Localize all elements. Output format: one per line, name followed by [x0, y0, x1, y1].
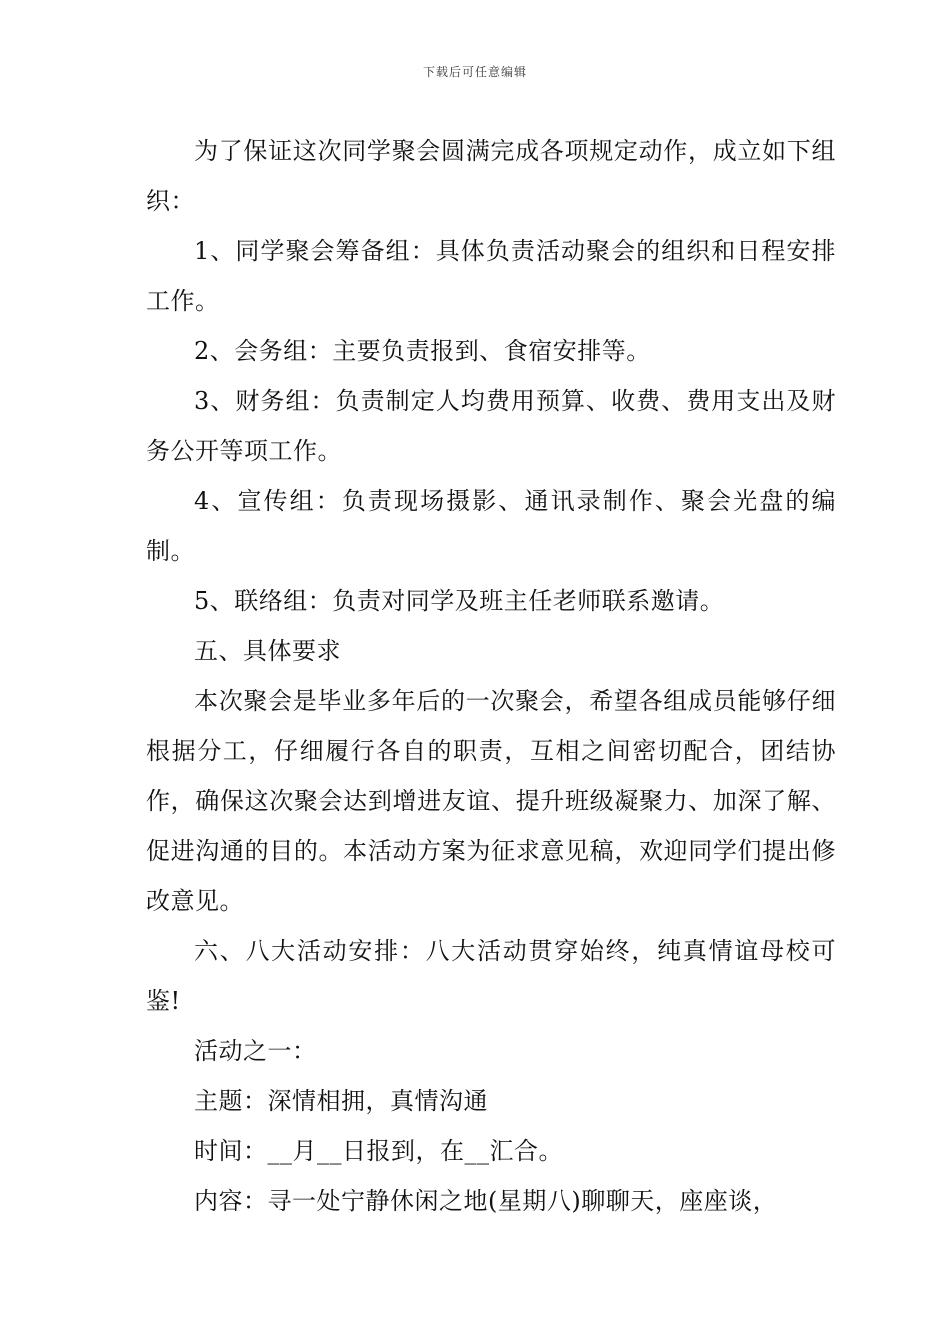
- paragraph-requirements: 本次聚会是毕业多年后的一次聚会，希望各组成员能够仔细根据分工，仔细履行各自的职责，互相之间密切配合，团结协作，确保这次聚会达到增进友谊、提升班级凝聚力、加深了解、促进沟通的目的。本活动方案为征求意见稿，欢迎同学们提出修改意见。: [146, 687, 836, 915]
- activity-one-label: 活动之一：: [194, 1037, 317, 1065]
- section-heading-requirements: 五、具体要求: [194, 637, 341, 665]
- document-body: [146, 126, 836, 1226]
- paragraph-group-2: 2、会务组：主要负责报到、食宿安排等。: [194, 337, 651, 365]
- paragraph-group-1: 1、同学聚会筹备组：具体负责活动聚会的组织和日程安排工作。: [146, 237, 836, 315]
- activity-one-time: 时间：__月__日报到，在__汇合。: [194, 1137, 563, 1165]
- paragraph-group-5: 5、联络组：负责对同学及班主任老师联系邀请。: [194, 587, 725, 615]
- activity-one-theme: 主题：深情相拥，真情沟通: [194, 1087, 488, 1115]
- page-header-note: 下载后可任意编辑: [422, 65, 527, 79]
- paragraph-intro: 为了保证这次同学聚会圆满完成各项规定动作，成立如下组织：: [146, 137, 836, 215]
- paragraph-group-4: 4、宣传组：负责现场摄影、通讯录制作、聚会光盘的编制。: [146, 487, 836, 565]
- paragraph-group-3: 3、财务组：负责制定人均费用预算、收费、费用支出及财务公开等项工作。: [146, 387, 836, 465]
- activity-one-content: 内容：寻一处宁静休闲之地(星期八)聊聊天，座座谈，: [194, 1187, 778, 1215]
- section-heading-activities: 六、八大活动安排：八大活动贯穿始终，纯真情谊母校可鉴!: [146, 937, 836, 1015]
